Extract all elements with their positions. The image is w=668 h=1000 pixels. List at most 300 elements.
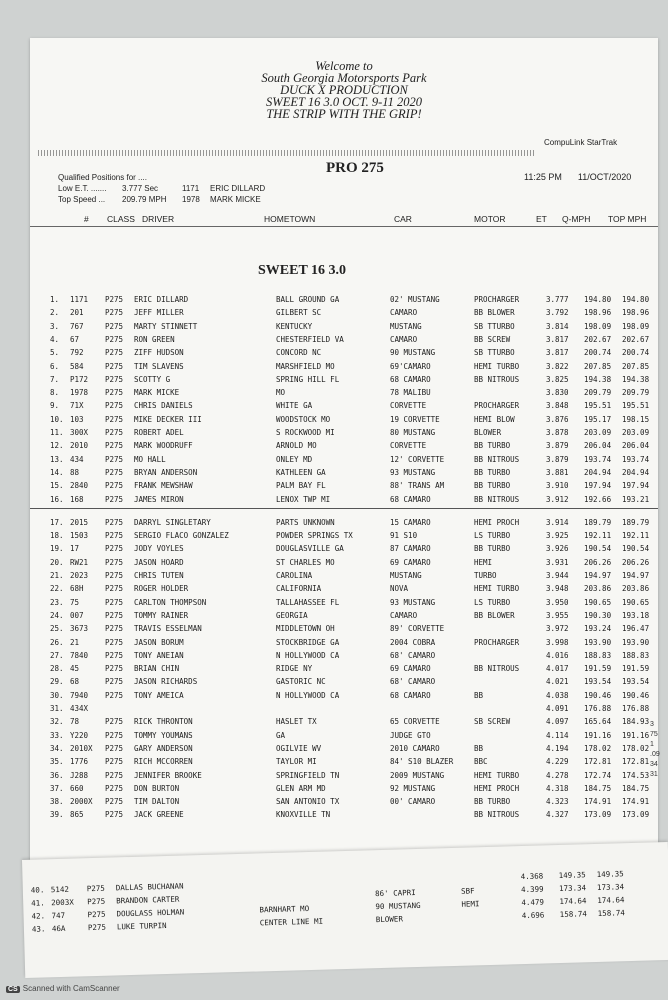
cell-num: 5142	[50, 884, 70, 895]
cell-mph: 193.90	[584, 637, 612, 647]
cell-top: 203.09	[622, 428, 650, 437]
cell-num: 78	[70, 717, 80, 727]
cell-num: 1978	[70, 388, 89, 398]
cell-car: 2010 CAMARO	[390, 743, 440, 753]
table-row	[30, 744, 658, 756]
cell-car: 90 MUSTANG	[390, 348, 436, 358]
cell-et: 4.278	[546, 770, 569, 780]
cell-num: 68H	[70, 584, 84, 594]
cell-home: MO	[276, 388, 286, 398]
cell-driver: TIM SLAVENS	[134, 361, 184, 371]
cell-top: 194.38	[622, 374, 650, 384]
cell-et: 4.323	[546, 797, 569, 807]
cell-home: N HOLLYWOOD CA	[276, 690, 340, 700]
cell-top: 149.35	[596, 869, 624, 879]
cell-driver: TOMMY YOUMANS	[134, 730, 193, 740]
cell-motor: BB SCREW	[474, 334, 511, 344]
cell-home: BARNHART MO	[259, 904, 310, 915]
table-row	[30, 531, 658, 543]
results-sheet	[30, 38, 658, 899]
col-header-et: ET	[536, 214, 547, 224]
cell-top: 191.16	[622, 730, 650, 740]
cell-driver: LUKE TURPIN	[116, 920, 167, 932]
cell-cls: P275	[105, 797, 124, 807]
cell-top: 174.53	[622, 770, 650, 780]
cell-home: ARNOLD MO	[276, 441, 317, 451]
cell-cls: P275	[105, 810, 124, 820]
cell-et: 3.910	[546, 481, 569, 491]
event-name: SWEET 16 3.0 OCT. 9-11 2020	[266, 95, 422, 109]
cell-home: TAYLOR MI	[276, 757, 317, 767]
cell-car: 91 S10	[390, 531, 418, 541]
cell-mph: 203.09	[584, 428, 612, 437]
cell-pos: 4.	[50, 334, 60, 344]
cell-cls: P275	[105, 584, 124, 594]
cell-motor: BB NITROUS	[474, 810, 520, 820]
cell-num: 2000X	[70, 797, 93, 807]
cell-pos: 32.	[50, 717, 64, 727]
cell-motor: SBF	[460, 886, 475, 896]
report-datetime	[524, 172, 647, 182]
scanner-watermark	[6, 984, 120, 993]
cell-mph: 190.65	[584, 597, 612, 607]
cell-cls: P275	[105, 770, 124, 780]
cell-car: 80 MUSTANG	[390, 428, 436, 437]
cell-num: 2023	[70, 571, 89, 580]
cell-cls: P275	[105, 517, 124, 527]
cell-top: 173.09	[622, 810, 650, 820]
class-title: PRO 275	[326, 160, 384, 176]
cell-cls: P275	[105, 428, 124, 437]
table-row	[30, 335, 658, 347]
cell-pos: 28.	[50, 664, 64, 674]
welcome-line: Welcome to	[315, 59, 373, 73]
cell-num: 300X	[70, 428, 89, 437]
cell-motor: BB BLOWER	[474, 308, 515, 318]
cell-car: 92 MUSTANG	[390, 783, 436, 793]
edge-marks: 3 75 1 .09 34 31	[650, 721, 660, 778]
cell-mph: 174.91	[584, 797, 612, 807]
cell-pos: 36.	[50, 770, 64, 780]
cell-num: Y220	[70, 730, 89, 740]
cell-motor: BB NITROUS	[474, 664, 520, 674]
cell-pos: 27.	[50, 650, 64, 660]
cell-num: 2015	[70, 517, 89, 527]
cell-top: 197.94	[622, 481, 650, 491]
top-speed-line: Top Speed ... 209.79 MPH 1978 MARK MICKE	[58, 195, 261, 204]
cell-mph: 194.38	[584, 374, 612, 384]
table-row	[30, 584, 658, 596]
cell-et: 3.879	[546, 454, 569, 464]
cell-driver: BRYAN ANDERSON	[134, 467, 198, 477]
cell-driver: DALLAS BUCHANAN	[115, 881, 184, 893]
table-row	[30, 348, 658, 360]
cell-pos: 23.	[50, 597, 64, 607]
cell-cls: P275	[105, 295, 124, 304]
cell-et: 3.912	[546, 494, 569, 504]
cell-cls: P275	[105, 597, 124, 607]
table-row	[30, 362, 658, 374]
table-row	[30, 518, 658, 530]
cell-et: 4.017	[546, 664, 569, 674]
cell-mph: 204.94	[584, 467, 612, 477]
cell-home: STOCKBRIDGE GA	[276, 637, 340, 647]
cell-pos: 6.	[50, 361, 60, 371]
cell-et: 3.848	[546, 401, 569, 411]
table-row	[30, 771, 658, 783]
cell-motor: PROCHARGER	[474, 295, 520, 304]
cell-driver: SCOTTY G	[134, 374, 171, 384]
col-header-motor: MOTOR	[474, 214, 506, 224]
cell-car: 89' CORVETTE	[390, 624, 445, 634]
cell-home: GLEN ARM MD	[276, 783, 326, 793]
cell-mph: 198.96	[584, 308, 612, 318]
cell-car: NOVA	[390, 584, 409, 594]
cell-driver: MO HALL	[134, 454, 166, 464]
cell-mph: 184.75	[584, 783, 612, 793]
table-row	[30, 495, 658, 507]
cell-driver: DARRYL SINGLETARY	[134, 517, 211, 527]
camscanner-logo-icon: CS	[8, 986, 18, 993]
cell-cls: P275	[105, 757, 124, 767]
cell-car: 15 CAMARO	[390, 517, 431, 527]
cell-driver: JASON BORUM	[134, 637, 184, 647]
cell-home: KENTUCKY	[276, 321, 313, 331]
cell-top: 193.21	[622, 494, 650, 504]
cell-et: 4.318	[546, 783, 569, 793]
track-name: South Georgia Motorsports Park	[261, 71, 427, 85]
cell-cls: P275	[105, 690, 124, 700]
cell-num: 1776	[70, 757, 89, 767]
cell-mph: 165.64	[584, 717, 612, 727]
cell-num: 168	[70, 494, 84, 504]
cell-cls: P275	[105, 544, 124, 554]
report-time: 11:25 PM	[524, 172, 562, 182]
cell-home: ST CHARLES MO	[276, 557, 335, 567]
col-header-topmph: TOP MPH	[608, 214, 647, 224]
cell-cls: P275	[105, 321, 124, 331]
table-row	[30, 691, 658, 703]
event-header	[30, 60, 658, 120]
cell-cls: P275	[105, 783, 124, 793]
cell-cls: P275	[105, 467, 124, 477]
cell-top: 176.88	[622, 704, 650, 713]
cell-num: 45	[70, 664, 80, 674]
field-separator	[30, 508, 658, 509]
cell-et: 4.038	[546, 690, 569, 700]
cell-pos: 22.	[50, 584, 64, 594]
cell-pos: 20.	[50, 557, 64, 567]
cell-cls: P275	[105, 441, 124, 451]
cell-car: 69 CAMARO	[390, 664, 431, 674]
cell-driver: CHRIS DANIELS	[134, 401, 193, 411]
cell-driver: TONY AMEICA	[134, 690, 184, 700]
cell-car: 68' CAMARO	[390, 650, 436, 660]
cell-home: SAN ANTONIO TX	[276, 797, 340, 807]
table-row	[30, 717, 658, 729]
cell-home: WHITE GA	[276, 401, 313, 411]
cell-num: 21	[70, 637, 80, 647]
cell-driver: TONY ANEIAN	[134, 650, 184, 660]
cell-pos: 19.	[50, 544, 64, 554]
cell-mph: 190.30	[584, 610, 612, 620]
event-slogan: THE STRIP WITH THE GRIP!	[266, 107, 422, 121]
cell-driver: JASON HOARD	[134, 557, 184, 567]
cell-car: MUSTANG	[390, 321, 422, 331]
cell-pos: 9.	[50, 401, 60, 411]
cell-motor: BB NITROUS	[474, 494, 520, 504]
cell-num: 2840	[70, 481, 89, 491]
cell-pos: 24.	[50, 610, 64, 620]
cell-home: ONLEY MD	[276, 454, 313, 464]
cell-motor: BB NITROUS	[474, 454, 520, 464]
cell-mph: 173.09	[584, 810, 612, 820]
table-row	[30, 558, 658, 570]
cell-et: 3.825	[546, 374, 569, 384]
cell-et: 3.878	[546, 428, 569, 437]
low-et-line: Low E.T. ....... 3.777 Sec 1171 ERIC DILLARD	[58, 184, 266, 193]
cell-mph: 203.86	[584, 584, 612, 594]
cell-et: 3.879	[546, 441, 569, 451]
cell-num: 3673	[70, 624, 89, 634]
cell-motor: BB TURBO	[474, 797, 511, 807]
cell-pos: 37.	[50, 783, 64, 793]
cell-cls: P275	[86, 883, 106, 894]
cell-num: 67	[70, 334, 80, 344]
cell-top: 193.54	[622, 677, 650, 687]
cell-top: 193.74	[622, 454, 650, 464]
cell-home: KNOXVILLE TN	[276, 810, 331, 820]
cell-mph: 173.34	[558, 883, 587, 894]
cell-home: CHESTERFIELD VA	[276, 334, 344, 344]
cell-et: 3.955	[546, 610, 569, 620]
cell-car: CORVETTE	[390, 441, 427, 451]
cell-pos: 39.	[50, 810, 64, 820]
cell-driver: TRAVIS ESSELMAN	[134, 624, 202, 634]
cell-cls: P275	[105, 677, 124, 687]
cell-top: 198.15	[622, 414, 650, 424]
cell-driver: JAMES MIRON	[134, 494, 184, 504]
cell-motor: LS TURBO	[474, 597, 511, 607]
cell-et: 4.327	[546, 810, 569, 820]
cell-et: 4.097	[546, 717, 569, 727]
col-header-class: CLASS	[107, 214, 135, 224]
cell-top: 190.65	[622, 597, 650, 607]
table-row	[30, 295, 658, 307]
cell-top: 209.79	[622, 388, 650, 398]
table-row	[30, 322, 658, 334]
cell-pos: 40.	[30, 885, 45, 895]
cell-pos: 12.	[50, 441, 64, 451]
cell-et: 4.021	[546, 677, 569, 687]
cell-driver: TIM DALTON	[134, 797, 180, 807]
table-row	[30, 784, 658, 796]
cell-top: 202.67	[622, 334, 650, 344]
cell-home: BALL GROUND GA	[276, 295, 340, 304]
cell-car: 68' CAMARO	[390, 677, 436, 687]
cell-motor: TURBO	[474, 571, 497, 580]
cell-mph: 193.74	[584, 454, 612, 464]
cell-home: SPRINGFIELD TN	[276, 770, 340, 780]
cell-mph: 178.02	[584, 743, 612, 753]
cell-cls: P275	[105, 531, 124, 541]
cell-num: J288	[70, 770, 89, 780]
cell-mph: 209.79	[584, 388, 612, 398]
cell-num: 584	[70, 361, 84, 371]
cell-cls: P275	[105, 481, 124, 491]
cell-num: 88	[70, 467, 80, 477]
results-sheet-page-2	[22, 842, 668, 978]
cell-motor: BB NITROUS	[474, 374, 520, 384]
cell-mph: 206.04	[584, 441, 612, 451]
col-header-driver: DRIVER	[142, 214, 175, 224]
cell-home: CAROLINA	[276, 571, 313, 580]
cell-cls: P275	[105, 334, 124, 344]
cell-pos: 35.	[50, 757, 64, 767]
cell-pos: 25.	[50, 624, 64, 634]
cell-num: 767	[70, 321, 84, 331]
scanner-text: Scanned with CamScanner	[22, 984, 120, 993]
cell-car: BLOWER	[375, 914, 404, 925]
cell-pos: 2.	[50, 308, 60, 318]
cell-motor: BB TURBO	[474, 467, 511, 477]
cell-mph: 200.74	[584, 348, 612, 358]
cell-car: 84' S10 BLAZER	[390, 757, 454, 767]
cell-pos: 11.	[50, 428, 64, 437]
cell-num: 434X	[70, 704, 89, 713]
cell-pos: 13.	[50, 454, 64, 464]
cell-motor: HEMI PROCH	[474, 783, 520, 793]
cell-car: 00' CAMARO	[390, 797, 436, 807]
cell-car: 02' MUSTANG	[390, 295, 440, 304]
cell-car: 88' TRANS AM	[390, 481, 445, 491]
cell-driver: ERIC DILLARD	[134, 295, 189, 304]
cell-top: 206.04	[622, 441, 650, 451]
cell-cls: P275	[105, 414, 124, 424]
cell-cls: P275	[105, 388, 124, 398]
cell-motor: HEMI PROCH	[474, 517, 520, 527]
cell-car: CORVETTE	[390, 401, 427, 411]
table-row	[30, 388, 658, 400]
cell-home: DOUGLASVILLE GA	[276, 544, 344, 554]
cell-mph: 191.16	[584, 730, 612, 740]
cell-pos: 7.	[50, 374, 60, 384]
table-row	[30, 704, 658, 716]
cell-top: 203.86	[622, 584, 650, 594]
table-row	[30, 481, 658, 493]
cell-driver: CARLTON THOMPSON	[134, 597, 207, 607]
cell-cls: P275	[105, 401, 124, 411]
cell-car: 86' CAPRI	[374, 888, 416, 899]
cell-mph: 190.46	[584, 690, 612, 700]
cell-mph: 195.51	[584, 401, 612, 411]
table-row	[30, 375, 658, 387]
cell-num: 792	[70, 348, 84, 358]
qualifying-summary	[58, 172, 265, 205]
table-row	[30, 651, 658, 663]
cell-et: 3.777	[546, 295, 569, 304]
cell-driver: ZIFF HUDSON	[134, 348, 184, 358]
cell-motor: HEMI	[474, 557, 493, 567]
report-date: 11/OCT/2020	[577, 172, 632, 182]
section-title: SWEET 16 3.0	[258, 263, 347, 278]
cell-et: 4.091	[546, 704, 569, 713]
cell-et: 4.194	[546, 743, 569, 753]
table-row	[30, 571, 658, 583]
cell-pos: 3.	[50, 321, 60, 331]
cell-pos: 43.	[31, 924, 46, 934]
cell-cls: P275	[105, 374, 124, 384]
cell-pos: 38.	[50, 797, 64, 807]
cell-car: 65 CORVETTE	[390, 717, 440, 727]
cell-motor: BB	[474, 743, 484, 753]
cell-motor: BLOWER	[474, 428, 502, 437]
cell-motor: SB TTURBO	[474, 348, 515, 358]
cell-motor: HEMI TURBO	[474, 361, 520, 371]
cell-et: 4.696	[521, 910, 545, 921]
cell-et: 3.998	[546, 637, 569, 647]
cell-mph: 194.97	[584, 571, 612, 580]
col-header-qmph: Q-MPH	[562, 214, 591, 224]
cell-et: 4.016	[546, 650, 569, 660]
cell-car: CAMARO	[390, 308, 418, 318]
cell-driver: SERGIO FLACO GONZALEZ	[134, 531, 229, 541]
table-row	[30, 415, 658, 427]
cell-driver: GARY ANDERSON	[134, 743, 193, 753]
table-row	[30, 638, 658, 650]
cell-mph: 191.59	[584, 664, 612, 674]
header-rule	[30, 226, 658, 227]
cell-et: 4.399	[520, 884, 544, 895]
cell-et: 3.950	[546, 597, 569, 607]
cell-cls: P275	[105, 454, 124, 464]
col-header-num: #	[84, 214, 89, 224]
cell-num: RW21	[70, 557, 89, 567]
cell-pos: 15.	[50, 481, 64, 491]
cell-motor: SB SCREW	[474, 717, 511, 727]
cell-top: 158.74	[597, 908, 625, 918]
cell-top: 194.80	[622, 295, 650, 304]
table-row	[30, 441, 658, 453]
cell-et: 3.944	[546, 571, 569, 580]
cell-mph: 197.94	[584, 481, 612, 491]
cell-et: 3.814	[546, 321, 569, 331]
cell-pos: 31.	[50, 704, 64, 713]
cell-mph: 202.67	[584, 334, 612, 344]
cell-top: 192.11	[622, 531, 650, 541]
cell-driver: MARK MICKE	[134, 388, 180, 398]
cell-cls: P275	[87, 922, 107, 933]
table-row	[30, 757, 658, 769]
col-header-hometown: HOMETOWN	[264, 214, 316, 224]
table-row	[30, 598, 658, 610]
cell-driver: MARTY STINNETT	[134, 321, 198, 331]
cell-mph: 193.54	[584, 677, 612, 687]
cell-home: MARSHFIELD MO	[276, 361, 335, 371]
cell-pos: 30.	[50, 690, 64, 700]
cell-top: 207.85	[622, 361, 650, 371]
table-row	[30, 664, 658, 676]
cell-car: 78 MALIBU	[390, 388, 431, 398]
cell-driver: JENNIFER BROOKE	[134, 770, 202, 780]
cell-car: 2004 COBRA	[390, 637, 436, 647]
cell-pos: 41.	[31, 898, 45, 908]
cell-driver: TOMMY RAINER	[134, 610, 189, 620]
cell-cls: P275	[105, 664, 124, 674]
cell-home: CENTER LINE MI	[259, 916, 324, 928]
cell-cls: P275	[105, 348, 124, 358]
cell-top: 184.93	[622, 717, 650, 727]
